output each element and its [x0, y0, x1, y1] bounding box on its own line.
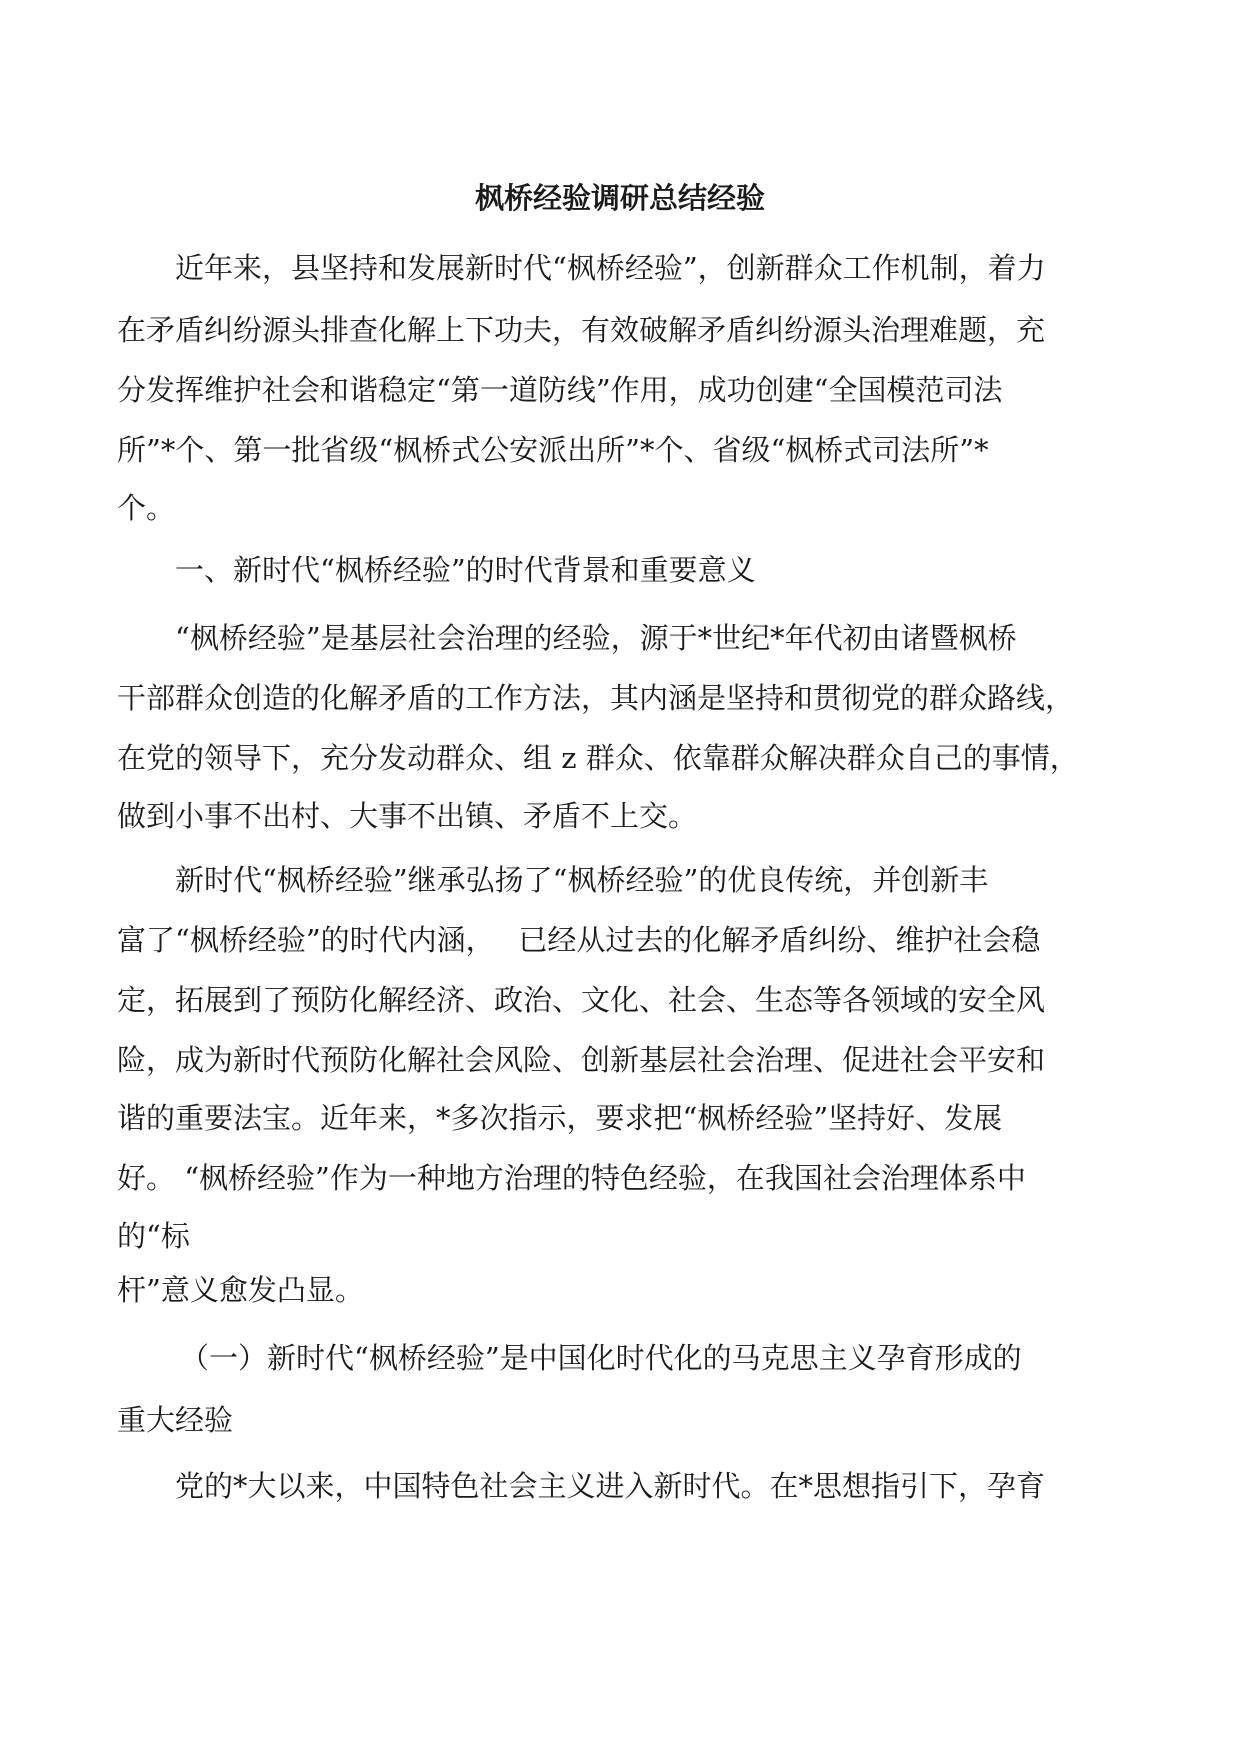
body-line: 个。: [117, 491, 176, 525]
subsection-heading: （一）新时代“枫桥经验”是中国化时代化的马克思主义孕育形成的: [180, 1341, 1022, 1375]
body-line: 分发挥维护社会和谐稳定“第一道防线”作用，成功创建“全国模范司法: [117, 373, 1003, 407]
document-title: 枫桥经验调研总结经验: [474, 181, 765, 215]
body-line: 党的*大以来，中国特色社会主义进入新时代。在*思想指引下，孕育: [175, 1469, 1046, 1503]
body-line: 干部群众创造的化解矛盾的工作方法，其内涵是坚持和贯彻党的群众路线，: [117, 681, 1075, 715]
body-line: 定，拓展到了预防化解经济、政治、文化、社会、生态等各领域的安全风: [117, 983, 1046, 1017]
body-line: 在矛盾纠纷源头排查化解上下功夫，有效破解矛盾纠纷源头治理难题，充: [117, 313, 1046, 347]
body-line: 近年来，县坚持和发展新时代“枫桥经验”，创新群众工作机制，着力: [175, 251, 1046, 285]
body-line: 好。 “枫桥经验”作为一种地方治理的特色经验，在我国社会治理体系中: [117, 1161, 1026, 1195]
body-line: 的“标: [117, 1219, 190, 1253]
body-line: 在党的领导下，充分发动群众、组 z 群众、依靠群众解决群众自己的事情，: [117, 741, 1079, 775]
body-line: 所”*个、第一批省级“枫桥式公安派出所”*个、省级“枫桥式司法所”*: [117, 433, 989, 467]
body-line: 谐的重要法宝。近年来，*多次指示，要求把“枫桥经验”坚持好、发展: [117, 1101, 1003, 1135]
body-line: 杆”意义愈发凸显。: [117, 1273, 364, 1307]
subsection-heading: 重大经验: [117, 1403, 234, 1437]
body-line: “枫桥经验”是基层社会治理的经验，源于*世纪*年代初由诸暨枫桥: [175, 621, 1017, 655]
body-line: 富了“枫桥经验”的时代内涵， 已经从过去的化解矛盾纠纷、维护社会稳: [117, 923, 1041, 957]
body-line: 新时代“枫桥经验”继承弘扬了“枫桥经验”的优良传统，并创新丰: [175, 863, 989, 897]
section-heading: 一、新时代“枫桥经验”的时代背景和重要意义: [175, 553, 756, 587]
body-line: 做到小事不出村、大事不出镇、矛盾不上交。: [117, 799, 698, 833]
body-line: 险，成为新时代预防化解社会风险、创新基层社会治理、促进社会平安和: [117, 1043, 1046, 1077]
